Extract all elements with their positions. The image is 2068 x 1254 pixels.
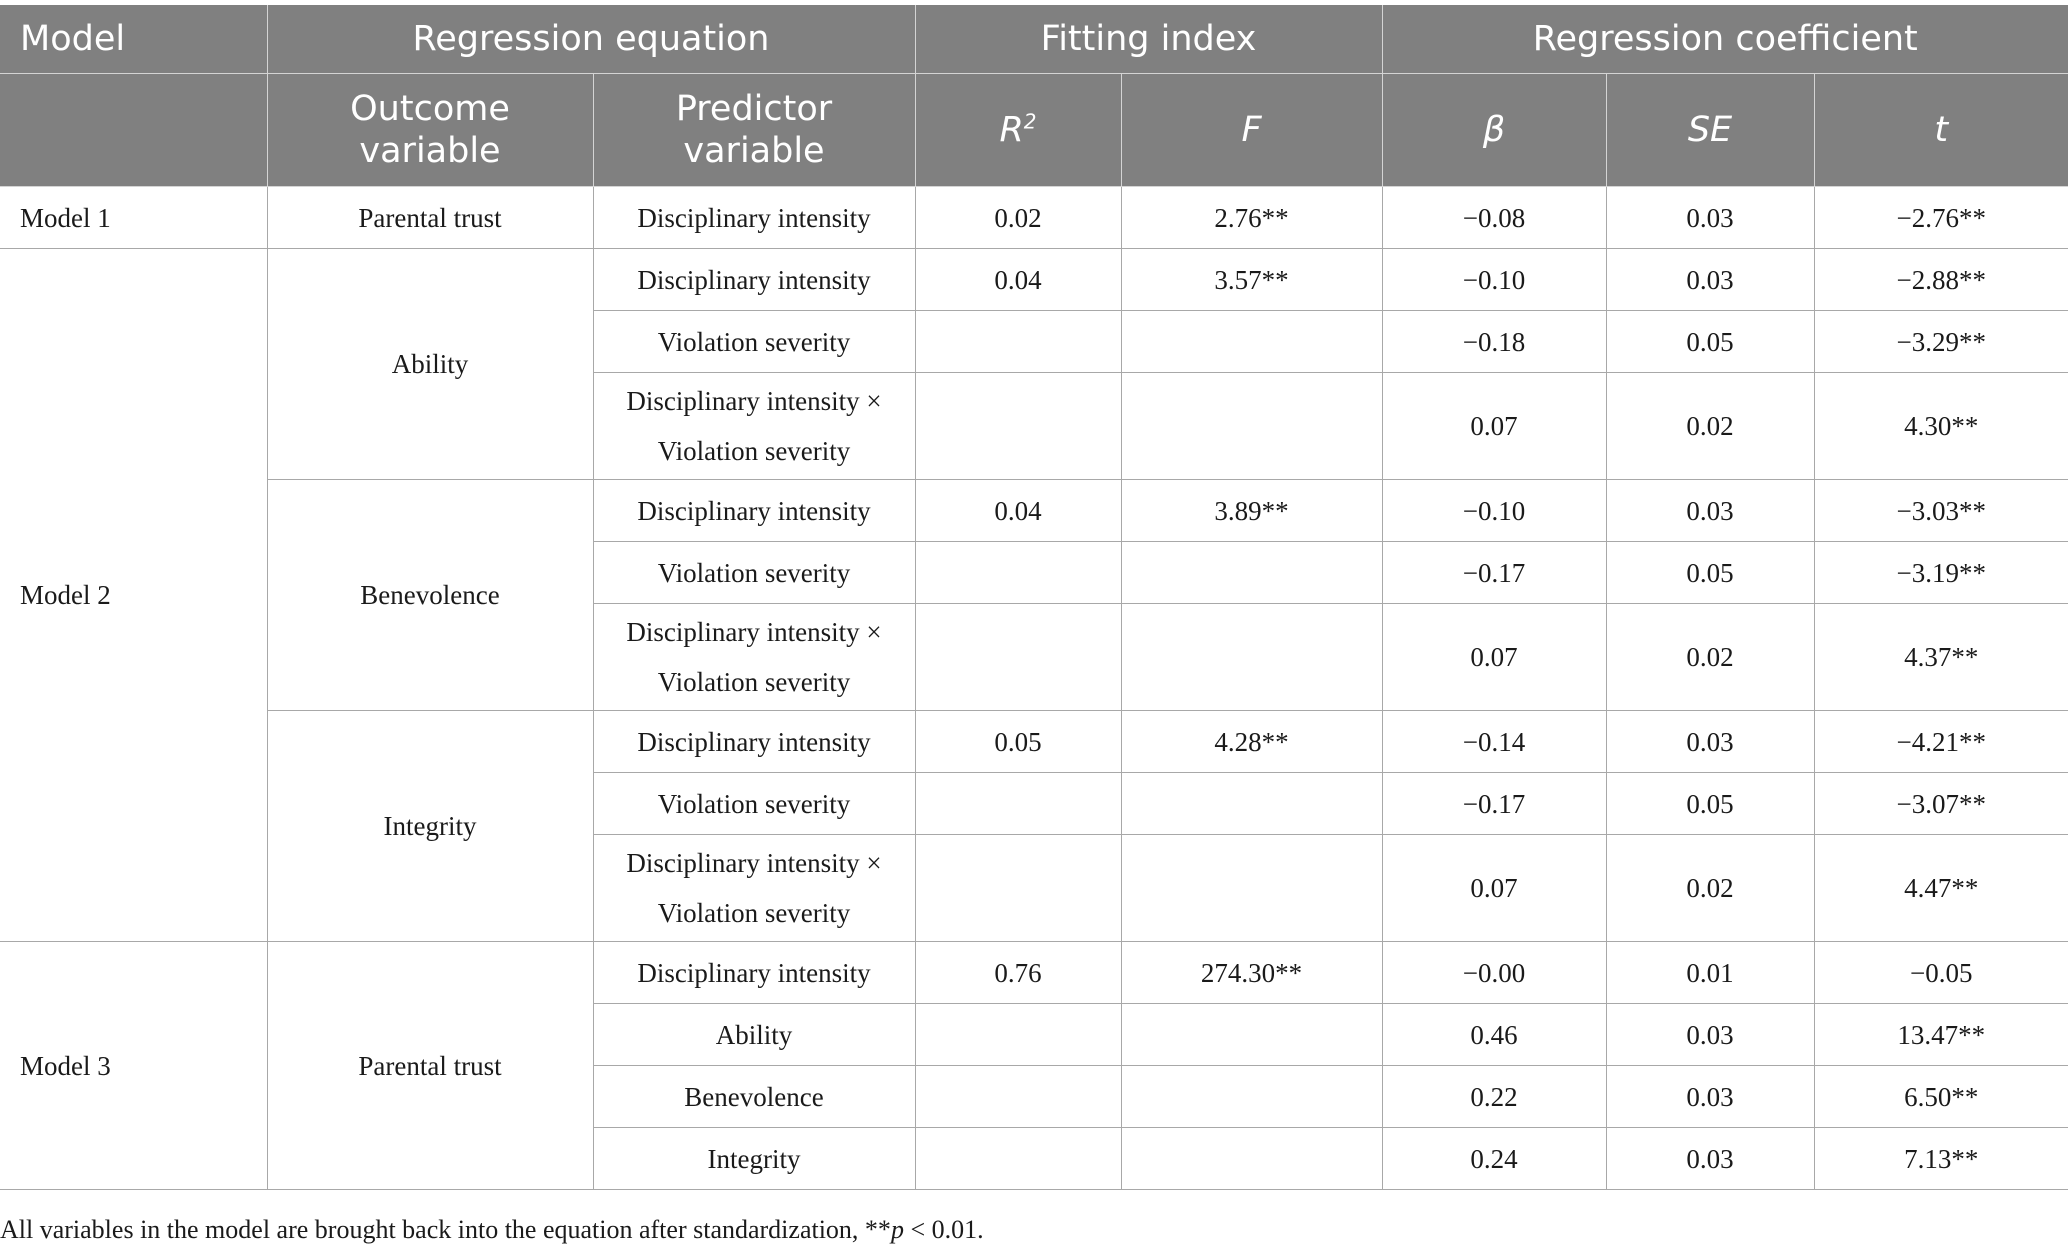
beta-value: −0.10 (1382, 249, 1606, 311)
predictor-line: Disciplinary intensity × (626, 617, 882, 647)
header-se: SE (1606, 74, 1814, 187)
beta-value: 0.07 (1382, 835, 1606, 942)
se-value: 0.03 (1606, 1004, 1814, 1066)
header-r-squared (915, 74, 1121, 187)
predictor-variable: Violation severity (593, 773, 915, 835)
f-value (1121, 604, 1382, 711)
outcome-variable: Integrity (267, 711, 593, 942)
predictor-variable: Disciplinary intensity (593, 187, 915, 249)
table-footnote (0, 1215, 2068, 1245)
r-squared-value (915, 604, 1121, 711)
r-squared-value (915, 773, 1121, 835)
f-value: 274.30** (1121, 942, 1382, 1004)
f-value: 4.28** (1121, 711, 1382, 773)
beta-value: 0.07 (1382, 604, 1606, 711)
predictor-line: Violation severity (657, 436, 851, 466)
predictor-line: Disciplinary intensity × (626, 848, 882, 878)
outcome-variable: Ability (267, 249, 593, 480)
predictor-variable: Disciplinary intensity (593, 480, 915, 542)
beta-value: −0.14 (1382, 711, 1606, 773)
t-value: −3.03** (1814, 480, 2068, 542)
t-value: 6.50** (1814, 1066, 2068, 1128)
footnote-text: All variables in the model are brought back into the equation after standardization, ** (0, 1215, 891, 1244)
se-value: 0.03 (1606, 480, 1814, 542)
f-value (1121, 542, 1382, 604)
header-r-sup: 2 (1023, 109, 1037, 134)
t-value: 7.13** (1814, 1128, 2068, 1190)
table-row (0, 711, 2068, 773)
outcome-variable: Benevolence (267, 480, 593, 711)
model-label: Model 3 (0, 942, 267, 1190)
model-label: Model 1 (0, 187, 267, 249)
t-value: −3.29** (1814, 311, 2068, 373)
r-squared-value: 0.76 (915, 942, 1121, 1004)
r-squared-value (915, 311, 1121, 373)
regression-table (0, 5, 2068, 1190)
table-row (0, 480, 2068, 542)
r-squared-value (915, 542, 1121, 604)
beta-value: −0.00 (1382, 942, 1606, 1004)
se-value: 0.03 (1606, 711, 1814, 773)
se-value: 0.02 (1606, 373, 1814, 480)
header-outcome-variable: Outcome variable (267, 74, 593, 187)
t-value: −3.07** (1814, 773, 2068, 835)
header-blank (0, 74, 267, 187)
f-value: 2.76** (1121, 187, 1382, 249)
beta-value: −0.17 (1382, 542, 1606, 604)
predictor-variable: Benevolence (593, 1066, 915, 1128)
predictor-variable (593, 835, 915, 942)
table-row (0, 187, 2068, 249)
r-squared-value (915, 1066, 1121, 1128)
t-value: 4.30** (1814, 373, 2068, 480)
beta-value: 0.24 (1382, 1128, 1606, 1190)
f-value (1121, 1004, 1382, 1066)
f-value (1121, 311, 1382, 373)
header-regression-equation: Regression equation (267, 5, 915, 74)
model-label: Model 2 (0, 249, 267, 942)
footnote-p: p (890, 1215, 904, 1244)
f-value (1121, 835, 1382, 942)
predictor-line: Violation severity (657, 667, 851, 697)
header-predictor-variable: Predictor variable (593, 74, 915, 187)
predictor-variable: Ability (593, 1004, 915, 1066)
table-row (0, 249, 2068, 311)
t-value: −0.05 (1814, 942, 2068, 1004)
header-regression-coefficient: Regression coefficient (1382, 5, 2068, 74)
r-squared-value (915, 835, 1121, 942)
header-t: t (1814, 74, 2068, 187)
beta-value: −0.08 (1382, 187, 1606, 249)
se-value: 0.01 (1606, 942, 1814, 1004)
predictor-variable: Disciplinary intensity (593, 711, 915, 773)
predictor-variable: Integrity (593, 1128, 915, 1190)
se-value: 0.05 (1606, 311, 1814, 373)
outcome-variable: Parental trust (267, 187, 593, 249)
beta-value: 0.07 (1382, 373, 1606, 480)
predictor-variable: Violation severity (593, 542, 915, 604)
beta-value: −0.17 (1382, 773, 1606, 835)
header-f: F (1121, 74, 1382, 187)
beta-value: −0.18 (1382, 311, 1606, 373)
se-value: 0.03 (1606, 187, 1814, 249)
r-squared-value (915, 1004, 1121, 1066)
t-value: 13.47** (1814, 1004, 2068, 1066)
se-value: 0.05 (1606, 542, 1814, 604)
r-squared-value (915, 373, 1121, 480)
se-value: 0.03 (1606, 249, 1814, 311)
r-squared-value: 0.02 (915, 187, 1121, 249)
header-fitting-index: Fitting index (915, 5, 1382, 74)
footnote-tail: < 0.01. (903, 1215, 984, 1244)
beta-value: 0.22 (1382, 1066, 1606, 1128)
predictor-variable: Violation severity (593, 311, 915, 373)
t-value: −3.19** (1814, 542, 2068, 604)
f-value (1121, 1066, 1382, 1128)
se-value: 0.05 (1606, 773, 1814, 835)
predictor-variable: Disciplinary intensity (593, 249, 915, 311)
se-value: 0.03 (1606, 1066, 1814, 1128)
t-value: −2.76** (1814, 187, 2068, 249)
t-value: 4.37** (1814, 604, 2068, 711)
f-value (1121, 773, 1382, 835)
predictor-variable (593, 373, 915, 480)
header-r-base: R (999, 110, 1024, 150)
r-squared-value: 0.04 (915, 480, 1121, 542)
r-squared-value: 0.04 (915, 249, 1121, 311)
se-value: 0.02 (1606, 604, 1814, 711)
t-value: −2.88** (1814, 249, 2068, 311)
r-squared-value (915, 1128, 1121, 1190)
se-value: 0.03 (1606, 1128, 1814, 1190)
table-row (0, 942, 2068, 1004)
predictor-line: Violation severity (657, 898, 851, 928)
header-model: Model (0, 5, 267, 74)
predictor-line: Disciplinary intensity × (626, 386, 882, 416)
f-value: 3.57** (1121, 249, 1382, 311)
header-beta: β (1382, 74, 1606, 187)
beta-value: −0.10 (1382, 480, 1606, 542)
f-value (1121, 373, 1382, 480)
t-value: 4.47** (1814, 835, 2068, 942)
t-value: −4.21** (1814, 711, 2068, 773)
beta-value: 0.46 (1382, 1004, 1606, 1066)
predictor-variable: Disciplinary intensity (593, 942, 915, 1004)
f-value (1121, 1128, 1382, 1190)
r-squared-value: 0.05 (915, 711, 1121, 773)
predictor-variable (593, 604, 915, 711)
se-value: 0.02 (1606, 835, 1814, 942)
outcome-variable: Parental trust (267, 942, 593, 1190)
f-value: 3.89** (1121, 480, 1382, 542)
